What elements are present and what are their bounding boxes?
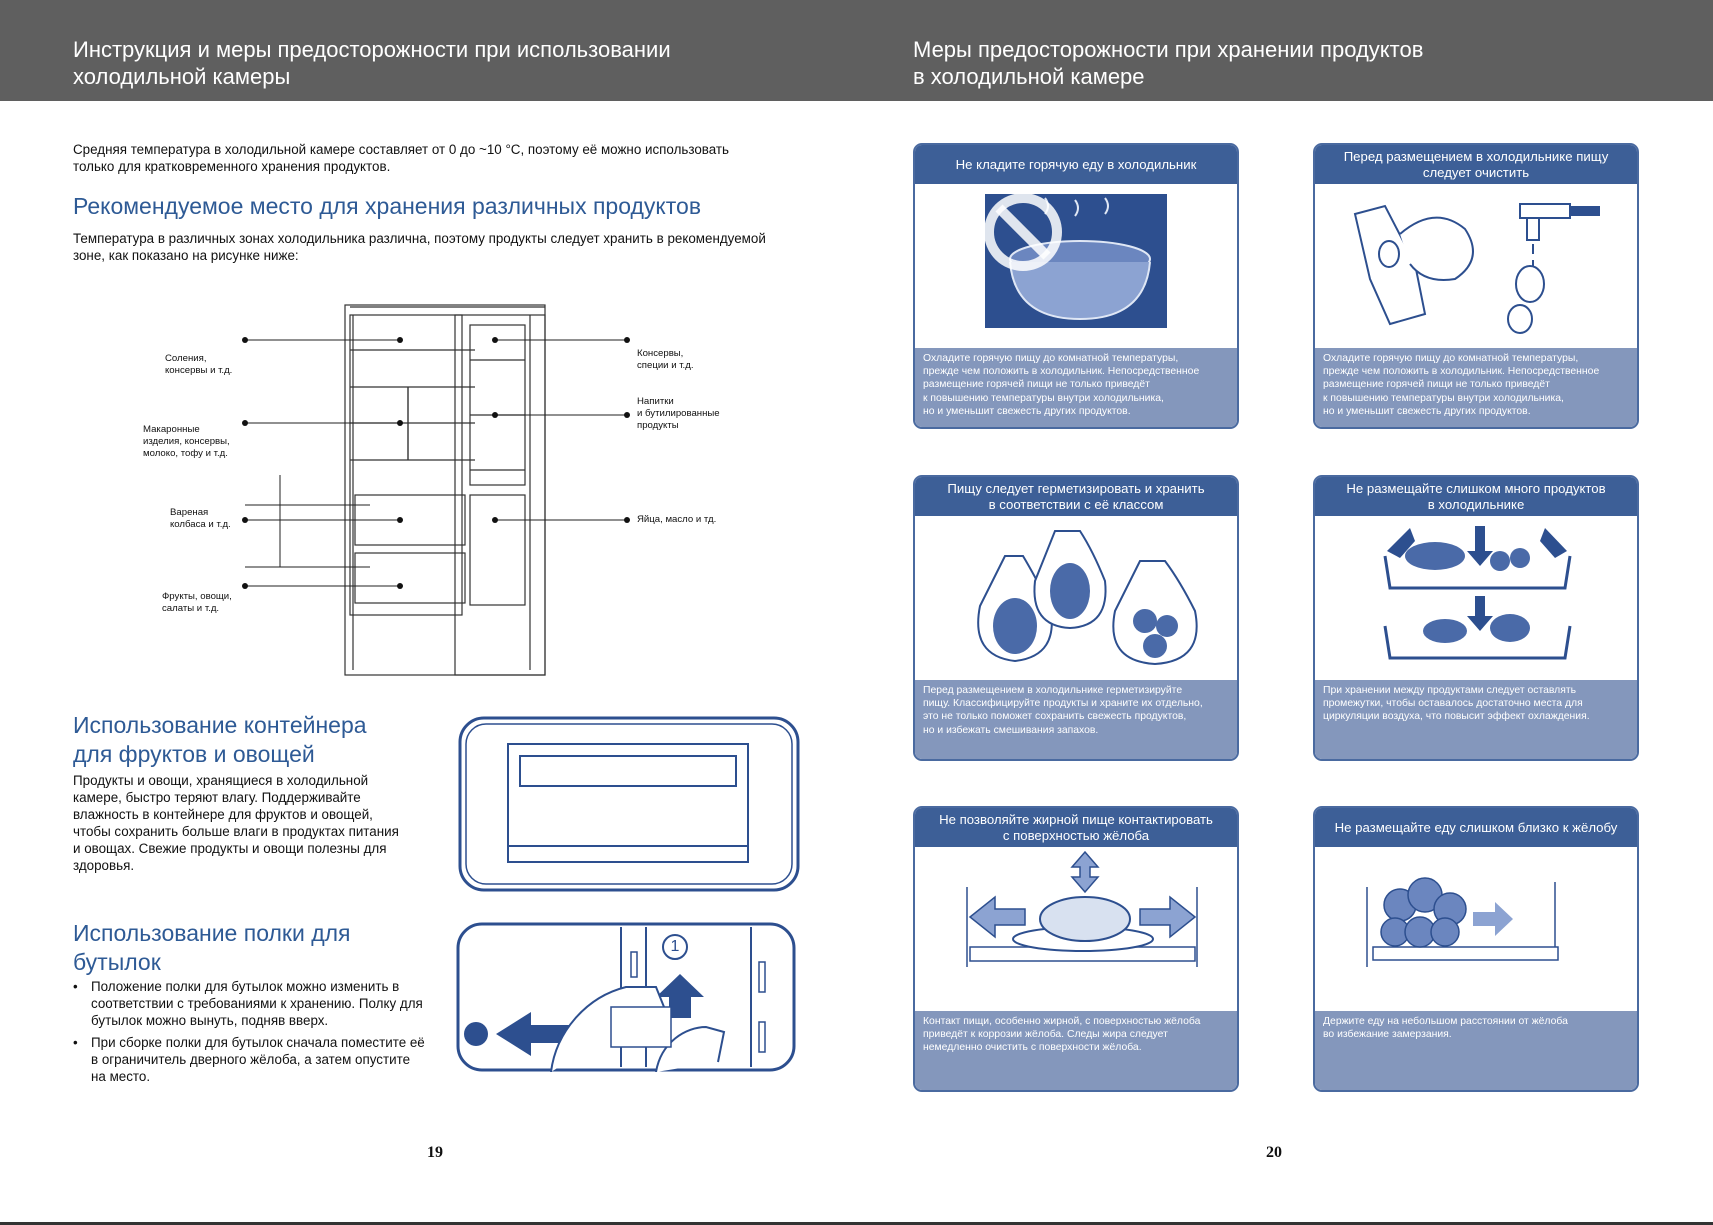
fridge-zone-diagram [125, 295, 745, 680]
card-title: Перед размещением в холодильнике пищу следует очистить [1315, 145, 1637, 184]
greasy-food-illustration [915, 847, 1237, 1011]
card-no-greasy-contact [913, 806, 1239, 1092]
storage-text: Температура в различных зонах холодильника различна, поэтому продукты следует хранить в рекомендуемой зоне, как показано на рисунке ниже: [73, 231, 766, 263]
card-text: Охладите горячую пищу до комнатной температуры, прежде чем положить в холодильник. Непосредственное размещение горячей пищи не только приведёт к повышению температуры внутри холодильника, но и уменьшит свежесть других продуктов. [1315, 348, 1637, 429]
card-text: Держите еду на небольшом расстоянии от жёлоба во избежание замерзания. [1315, 1011, 1637, 1092]
card-text: Контакт пищи, особенно жирной, с поверхностью жёлоба приведёт к коррозии жёлоба. Следы жира следует немедленно очистить с поверхности жёлоба. [915, 1011, 1237, 1092]
storage-heading: Рекомендуемое место для хранения различных продуктов [73, 193, 702, 219]
label-drinks: Напитки и бутилированные продукты [637, 396, 720, 431]
card-no-hot-food [913, 143, 1239, 429]
left-page-title: Инструкция и меры предосторожности при использовании холодильной камеры [73, 37, 671, 89]
page-number-left: 19 [427, 1144, 443, 1161]
cleaning-illustration [1315, 184, 1637, 348]
bottle-shelf-heading: Использование полки для бутылок [73, 920, 351, 975]
food-distance-illustration [1315, 847, 1637, 1011]
card-title: Не позволяйте жирной пище контактировать с поверхностью жёлоба [915, 808, 1237, 847]
label-eggs: Яйца, масло и тд. [637, 514, 717, 525]
card-text: При хранении между продуктами следует оставлять промежутки, чтобы оставалось достаточно места для циркуляции воздуха, что повысит эффект охлаждения. [1315, 680, 1637, 761]
card-title: Не кладите горячую еду в холодильник [915, 145, 1237, 184]
right-page-title: Меры предосторожности при хранении продуктов в холодильной камере [913, 37, 1424, 89]
container-heading: Использование контейнера для фруктов и овощей [73, 712, 367, 767]
card-not-too-close [1313, 806, 1639, 1092]
hot-pot-illustration [915, 184, 1237, 348]
card-text: Перед размещением в холодильнике герметизируйте пищу. Классифицируйте продукты и храните их отдельно, это не только поможет сохранить свежесть продуктов, но и избежать смешивания запахов. [915, 680, 1237, 761]
card-not-too-much [1313, 475, 1639, 761]
bottle-shelf-illustration [456, 922, 796, 1072]
step-number: 1 [670, 938, 680, 955]
card-title: Пищу следует герметизировать и хранить в соответствии с её классом [915, 477, 1237, 516]
shelves-airflow-illustration [1315, 516, 1637, 680]
crisper-drawer-illustration [458, 716, 800, 892]
label-pickles: Соления, консервы и т.д. [165, 353, 233, 376]
card-text: Охладите горячую пищу до комнатной температуры, прежде чем положить в холодильник. Непосредственное размещение горячей пищи не только приведёт к повышению температуры внутри холодильника, но и уменьшит свежесть других продуктов. [915, 348, 1237, 429]
container-text: Продукты и овощи, хранящиеся в холодильной камере, быстро теряют влагу. Поддерживайте влажность в контейнере для фруктов и овощей, чтобы сохранить больше влаги в продуктах питания и овощах. Свежие продукты и овощи полезны для здоровья. [73, 773, 399, 873]
bullet-item: • Положение полки для бутылок можно изменить в соответствии с требованиями к хранению. Полку для бутылок можно вынуть, подняв вверх. [73, 978, 425, 1029]
bullet-item: • При сборке полки для бутылок сначала поместите её в ограничитель дверного жёлоба, а затем опустите на место. [73, 1034, 425, 1085]
bottle-shelf-bullets [73, 978, 425, 1090]
label-canned-spices: Консервы, специи и т.д. [637, 348, 694, 371]
intro-text: Средняя температура в холодильной камере составляет от 0 до ~10 °С, поэтому её можно использовать только для кратковременного хранения продуктов. [73, 142, 730, 174]
page-number-right: 20 [1266, 1144, 1282, 1161]
label-fruits: Фрукты, овощи, салаты и т.д. [162, 591, 232, 614]
card-title: Не размещайте еду слишком близко к жёлобу [1315, 808, 1637, 847]
card-clean-food [1313, 143, 1639, 429]
card-title: Не размещайте слишком много продуктов в холодильнике [1315, 477, 1637, 516]
label-sausage: Вареная колбаса и т.д. [170, 507, 231, 530]
food-bags-illustration [915, 516, 1237, 680]
card-seal-food [913, 475, 1239, 761]
label-pasta: Макаронные изделия, консервы, молоко, тофу и т.д. [143, 424, 230, 459]
